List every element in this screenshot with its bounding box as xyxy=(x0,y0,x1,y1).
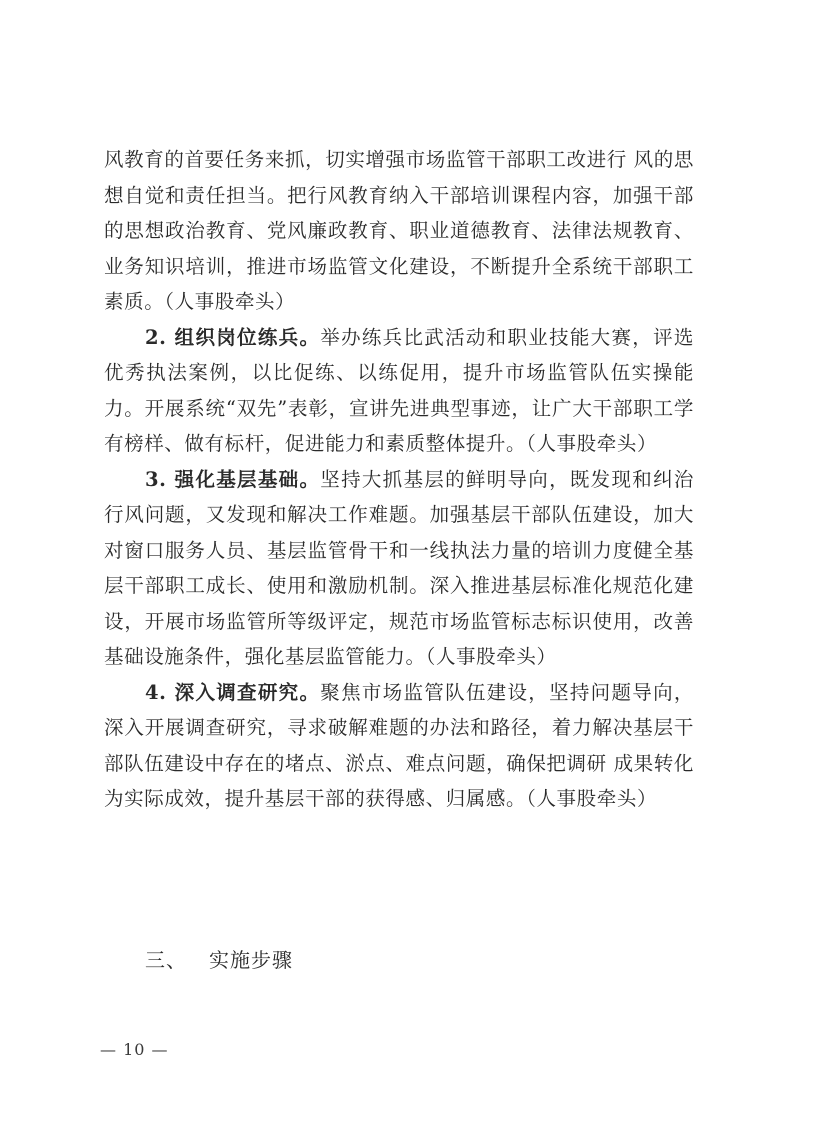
paragraph-3-text: 坚持大抓基层的鲜明导向，既发现和纠治行风问题，又发现和解决工作难题。加强基层干部队伍建设，加大对窗口服务人员、基层监管骨干和一线执法力量的培训力度健全基层干部职工成长、使用和激励机制。深入推进基层标准化规范化建设，开展市场监管所等级评定，规范市场监管标志标识使用，改善基础设施条件，强化基层监管能力。（人事股牵头） xyxy=(104,467,694,668)
paragraph-1-text: 风教育的首要任务来抓，切实增强市场监管干部职工改进行 风的思想自觉和责任担当。把行风教育纳入干部培训课程内容，加强干部的思想政治教育、党风廉政教育、职业道德教育、法律法规教育、业务知识培训，推进市场监管文化建设，不断提升全系统干部职工素质。（人事股牵头） xyxy=(104,148,694,313)
section-heading xyxy=(145,942,293,978)
paragraph-2-text: 举办练兵比武活动和职业技能大赛，评选优秀执法案例，以比促练、以练促用，提升市场监管队伍实操能力。开展系统“双先”表彰，宣讲先进典型事迹，让广大干部职工学有榜样、做有标杆，促进能力和素质整体提升。（人事股牵头） xyxy=(104,325,694,455)
document-body xyxy=(104,142,694,817)
paragraph-2-heading: 2. 组织岗位练兵。 xyxy=(145,325,321,349)
page-number: — 10 — xyxy=(100,1040,169,1059)
paragraph-2 xyxy=(104,320,694,462)
paragraph-4-text: 聚焦市场监管队伍建设，坚持问题导向，深入开展调查研究，寻求破解难题的办法和路径，着力解决基层干部队伍建设中存在的堵点、淤点、难点问题，确保把调研 成果转化为实际成效，提升基层干部的获得感、归属感。（人事股牵头） xyxy=(104,680,694,810)
paragraph-1 xyxy=(104,142,694,320)
paragraph-4 xyxy=(104,675,694,817)
paragraph-4-heading: 4. 深入调查研究。 xyxy=(145,680,321,704)
section-number: 三、 xyxy=(145,948,187,972)
paragraph-3 xyxy=(104,462,694,675)
section-title: 实施步骤 xyxy=(209,948,293,972)
paragraph-3-heading: 3. 强化基层基础。 xyxy=(145,467,321,491)
